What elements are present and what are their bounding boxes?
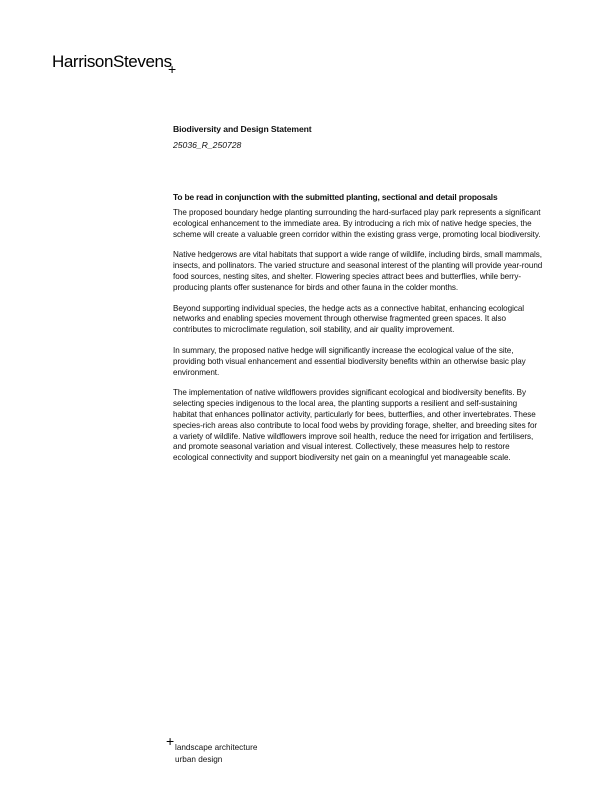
footer-tagline-1: landscape architecture: [175, 743, 258, 752]
footer-tagline-2: urban design: [175, 755, 223, 764]
paragraph: The implementation of native wildflowers provides significant ecological and biodiversity benefits. By selecting species indigenous to the local area, the planting supports a resilient and self-sustaining habitat that enhances pollinator activity, particularly for bees, butterflies, and other invertebrates. These species-rich areas also contribute to local food webs by providing forage, shelter, and breeding sites for a variety of wildlife. Native wildflowers improve soil health, reduce the need for irrigation and fertilisers, and promote seasonal variation and visual interest. Collectively, these measures help to restore ecological connectivity and support biodiversity net gain on a meaningful yet manageable scale.: [173, 388, 538, 463]
footer-plus-icon: +: [166, 733, 175, 749]
company-logo: HarrisonStevens: [52, 52, 172, 71]
section-heading: To be read in conjunction with the submitted planting, sectional and detail proposals: [173, 192, 498, 202]
logo-plus-icon: +: [168, 61, 177, 77]
paragraph: In summary, the proposed native hedge will significantly increase the ecological value of the site, providing both visual enhancement and essential biodiversity benefits within an otherwise basic play environment.: [173, 345, 526, 377]
paragraph: Beyond supporting individual species, the hedge acts as a connective habitat, enhancing ecological networks and enabling species movement through otherwise fragmented green spaces. It also contributes to microclimate regulation, soil stability, and air quality improvement.: [173, 303, 525, 335]
document-title: Biodiversity and Design Statement: [173, 124, 312, 134]
document-body: [173, 192, 543, 474]
document-reference: 25036_R_250728: [173, 140, 242, 150]
paragraph: Native hedgerows are vital habitats that support a wide range of wildlife, including birds, small mammals, insects, and pollinators. The varied structure and seasonal interest of the planting will provide year-round food sources, nesting sites, and shelter. Flowering species attract bees and butterflies, while berry-producing plants offer sustenance for birds and other fauna in the colder months.: [173, 250, 543, 292]
paragraph: The proposed boundary hedge planting surrounding the hard-surfaced play park represents a significant ecological enhancement to the immediate area. By introducing a rich mix of native hedge species, the scheme will create a valuable green corridor within the existing grass verge, promoting local biodiversity.: [173, 208, 541, 239]
